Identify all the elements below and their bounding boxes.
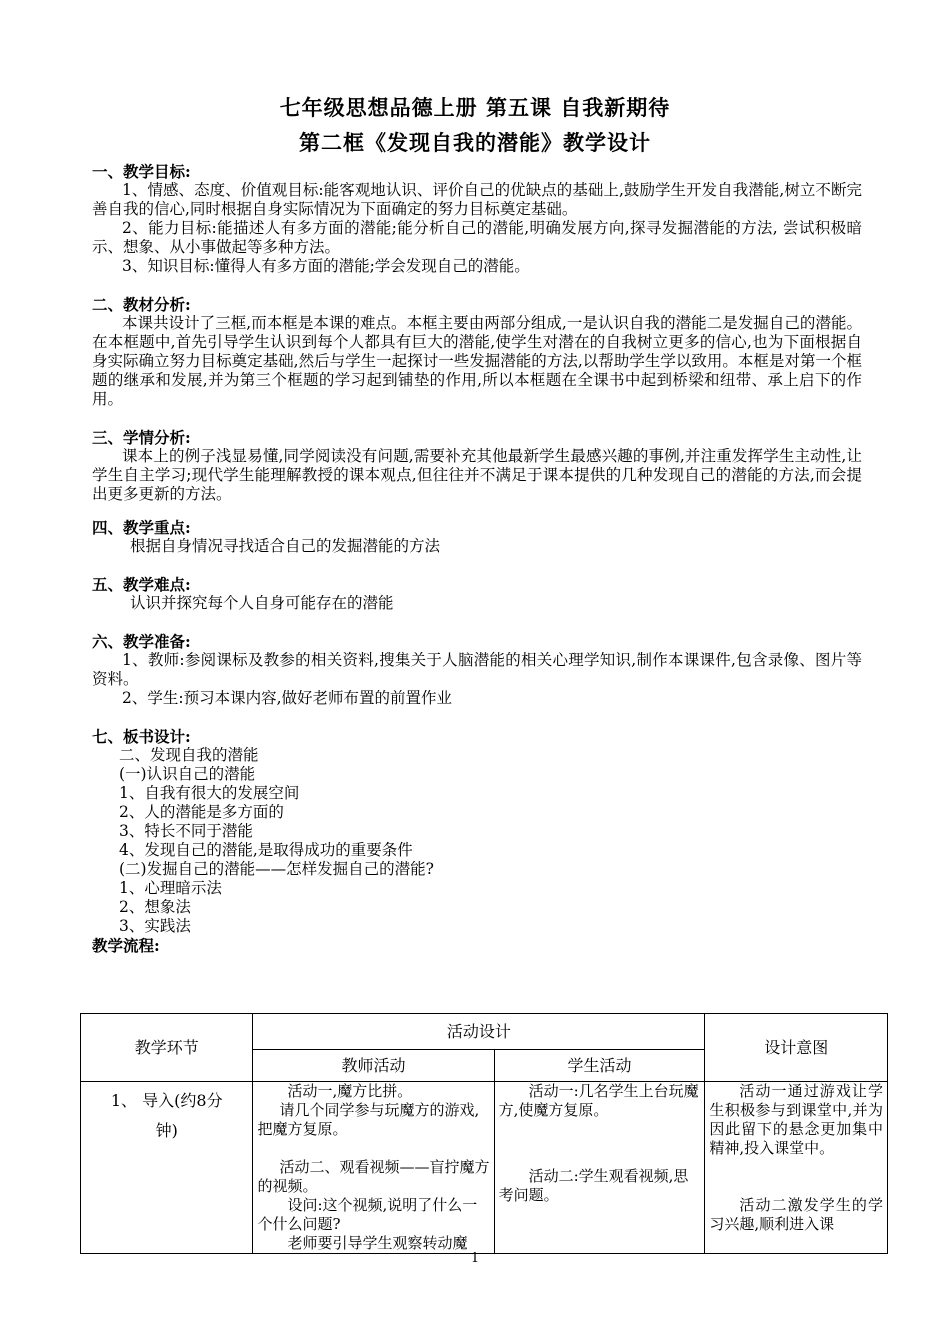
paragraph: 认识并探究每个人自身可能存在的潜能 [130,594,394,612]
header-stage: 教学环节 [81,1014,253,1082]
cell-text: 活动一:几名学生上台玩魔方,使魔方复原。 [498,1082,699,1119]
cell-text: 设问:这个视频,说明了什么一个什么问题? [257,1196,478,1233]
board-line: 2、想象法 [119,898,191,916]
board-line: 3、实践法 [119,917,191,935]
header-activity-design: 活动设计 [253,1014,705,1050]
teaching-flow-table [80,1013,888,1254]
section-heading: 二、教材分析: [92,295,191,314]
board-line: 4、发现自己的潜能,是取得成功的重要条件 [119,841,413,859]
cell-text: 活动一通过游戏让学生积极参与到课堂中,并为因此留下的悬念更加集中精神,投入课堂中。 [709,1082,883,1157]
board-line: 2、人的潜能是多方面的 [119,803,284,821]
section-preparation [92,632,862,708]
section-heading: 三、学情分析: [92,428,191,447]
board-line: (一)认识自己的潜能 [119,765,256,783]
header-design-intent: 设计意图 [705,1014,888,1082]
teacher-activity-cell [253,1082,494,1254]
header-student-activity: 学生活动 [494,1050,705,1082]
stage-label: 分 [206,1091,223,1110]
document-title-line1: 七年级思想品德上册 第五课 自我新期待 [279,95,671,120]
cell-text: 活动一,魔方比拼。 [287,1082,413,1100]
section-heading: 七、板书设计: [92,727,191,746]
section-heading: 一、教学目标: [92,162,191,181]
design-intent-cell [705,1082,888,1254]
paragraph: 课本上的例子浅显易懂,同学阅读没有问题,需要补充其他最新学生最感兴趣的事例,并注重发挥学生主动性,让学生自主学习;现代学生能理解教授的课本观点,但往往并不满足于课本提供的几种发现自己的潜能的方法,而会提出更多更新的方法。 [92,447,862,503]
paragraph: 2、学生:预习本课内容,做好老师布置的前置作业 [122,689,453,707]
paragraph: 本课共设计了三框,而本框是本课的难点。本框主要由两部分组成,一是认识自我的潜能二是发掘自己的潜能。在本框题中,首先引导学生认识到每个人都具有巨大的潜能,使学生对潜在的自我树立更多的信心,也为下面根据自身实际确立努力目标奠定基础,然后与学生一起探讨一些发掘潜能的方法,以帮助学生学以致用。本框是对第一个框题的继承和发展,并为第三个框题的学习起到铺垫的作用,所以本框题在全课书中起到桥梁和纽带、承上启下的作用。 [92,314,862,408]
section-objectives [92,162,862,276]
paragraph: 2、能力目标:能描述人有多方面的潜能;能分析自己的潜能,明确发展方向,探寻发掘潜能的方法, 尝试积极暗示、想象、从小事做起等多种方法。 [92,219,862,256]
section-heading: 六、教学准备: [92,632,191,651]
stage-label: 导入(约 [142,1091,197,1110]
paragraph: 1、教师:参阅课标及教参的相关资料,搜集关于人脑潜能的相关心理学知识,制作本课课件,包含录像、图片等资料。 [92,651,862,688]
page-number: 1 [470,1251,480,1266]
student-activity-cell [494,1082,705,1254]
board-line: 1、心理暗示法 [119,879,222,897]
stage-number: 1、 [110,1091,138,1110]
board-line: 二、发现自我的潜能 [119,746,259,764]
paragraph: 3、知识目标:懂得人有多方面的潜能;学会发现自己的潜能。 [122,257,530,275]
cell-text: 活动二激发学生的学习兴趣,顺利进入课 [709,1196,883,1233]
section-key-points [92,518,862,556]
document-body [92,162,862,955]
section-material-analysis [92,295,862,409]
cell-text: 活动二:学生观看视频,思考问题。 [498,1167,689,1204]
stage-label: 钟) [155,1121,178,1140]
stage-minutes: 8 [196,1091,207,1110]
header-teacher-activity: 教师活动 [253,1050,494,1082]
section-difficulties [92,575,862,613]
cell-text: 老师要引导学生观察转动魔 [287,1234,468,1252]
paragraph: 1、情感、态度、价值观目标:能客观地认识、评价自己的优缺点的基础上,鼓励学生开发自我潜能,树立不断完善自我的信心,同时根据自身实际情况为下面确定的努力目标奠定基础。 [92,181,862,218]
cell-text: 请几个同学参与玩魔方的游戏,把魔方复原。 [257,1101,480,1138]
stage-cell [81,1082,253,1254]
section-student-analysis [92,428,862,504]
board-line: 3、特长不同于潜能 [119,822,253,840]
board-line: 1、自我有很大的发展空间 [119,784,300,802]
section-heading: 四、教学重点: [92,518,191,537]
document-title-line2: 第二框《发现自我的潜能》教学设计 [299,130,651,155]
cell-text: 活动二、观看视频——盲拧魔方的视频。 [257,1158,490,1195]
section-board-design [92,727,862,936]
paragraph: 根据自身情况寻找适合自己的发掘潜能的方法 [130,537,441,555]
section-heading: 五、教学难点: [92,575,191,594]
board-line: (二)发掘自己的潜能——怎样发掘自己的潜能? [119,860,434,878]
teaching-flow-heading: 教学流程: [92,936,160,955]
